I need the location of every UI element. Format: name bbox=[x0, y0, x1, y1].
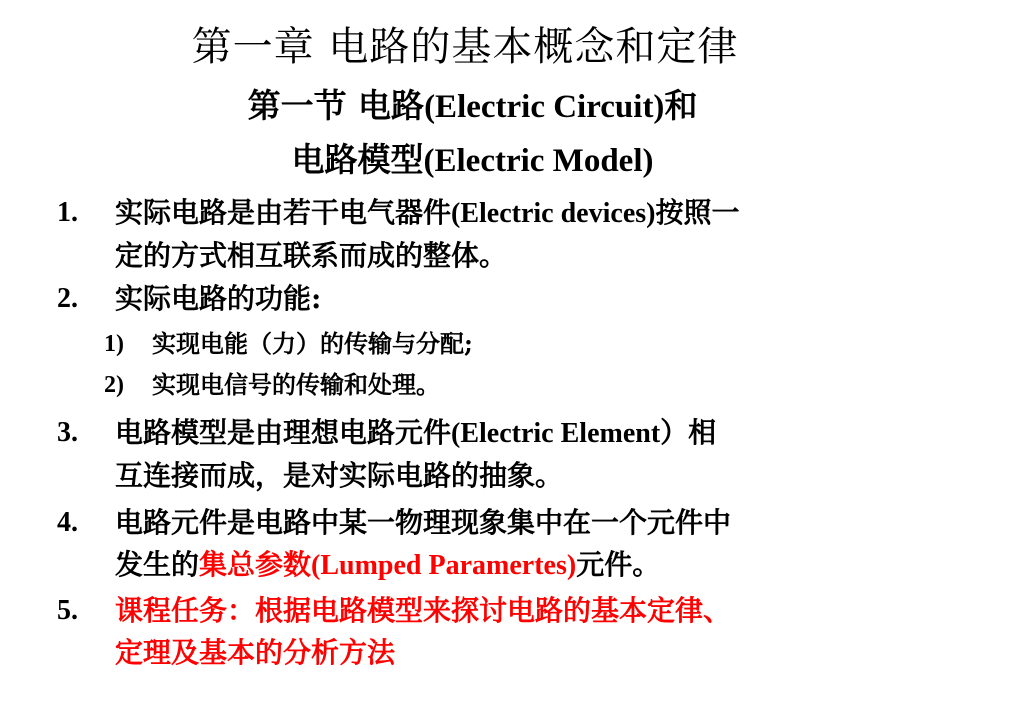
item-number: 4. bbox=[57, 507, 78, 538]
item-body bbox=[115, 412, 955, 497]
section-title-tail: 和 bbox=[664, 86, 698, 125]
item-line: 实际电路的功能: bbox=[115, 282, 322, 315]
highlight-text-en: (Lumped Paramertes) bbox=[311, 550, 577, 581]
item-line: 定的方式相互联系而成的整体。 bbox=[115, 239, 508, 272]
sub-item-number: 2) bbox=[104, 372, 124, 398]
item-line: 定理及基本的分析方法 bbox=[115, 636, 396, 669]
item-text: 电路模型是由理想电路元件 bbox=[115, 416, 452, 449]
item-line bbox=[115, 544, 955, 587]
chapter-title: 第一章 电路的基本概念和定律 bbox=[191, 24, 739, 70]
item-line: 课程任务：根据电路模型来探讨电路的基本定律、 bbox=[115, 594, 732, 627]
item-body bbox=[115, 278, 955, 320]
section-title-cn: 第一节 电路 bbox=[247, 86, 425, 125]
section-title2-cn: 电路模型 bbox=[291, 140, 424, 179]
item-line bbox=[115, 412, 955, 455]
sub-item-text: 实现电信号的传输和处理。 bbox=[152, 370, 440, 399]
item-line: 互连接而成，是对实际电路的抽象。 bbox=[115, 459, 564, 492]
item-body bbox=[115, 502, 955, 587]
item-text-en: (Electric Element bbox=[451, 418, 661, 449]
item-text: 元件。 bbox=[576, 548, 661, 581]
item-line bbox=[115, 192, 955, 235]
item-number: 5. bbox=[57, 595, 78, 626]
item-number: 2. bbox=[57, 283, 78, 314]
item-line: 电路元件是电路中某一物理现象集中在一个元件中 bbox=[115, 506, 732, 539]
item-text: 按照一 bbox=[655, 196, 740, 229]
section-title2-en: (Electric Model) bbox=[423, 143, 654, 179]
section-title-line1 bbox=[0, 84, 945, 129]
section-title-en: (Electric Circuit) bbox=[424, 89, 665, 125]
item-text: 发生的 bbox=[115, 548, 200, 581]
section-title-line2 bbox=[0, 138, 945, 183]
sub-item-number: 1) bbox=[104, 331, 124, 357]
item-body bbox=[115, 192, 955, 277]
sub-item-text: 实现电能（力）的传输与分配; bbox=[152, 329, 473, 358]
item-text: ）相 bbox=[660, 416, 717, 449]
item-number: 3. bbox=[57, 417, 78, 448]
item-number: 1. bbox=[57, 197, 78, 228]
item-text-en: (Electric devices) bbox=[451, 198, 656, 229]
highlight-text: 集总参数 bbox=[199, 548, 312, 581]
item-body bbox=[115, 590, 955, 674]
item-text: 实际电路是由若干电气器件 bbox=[115, 196, 452, 229]
